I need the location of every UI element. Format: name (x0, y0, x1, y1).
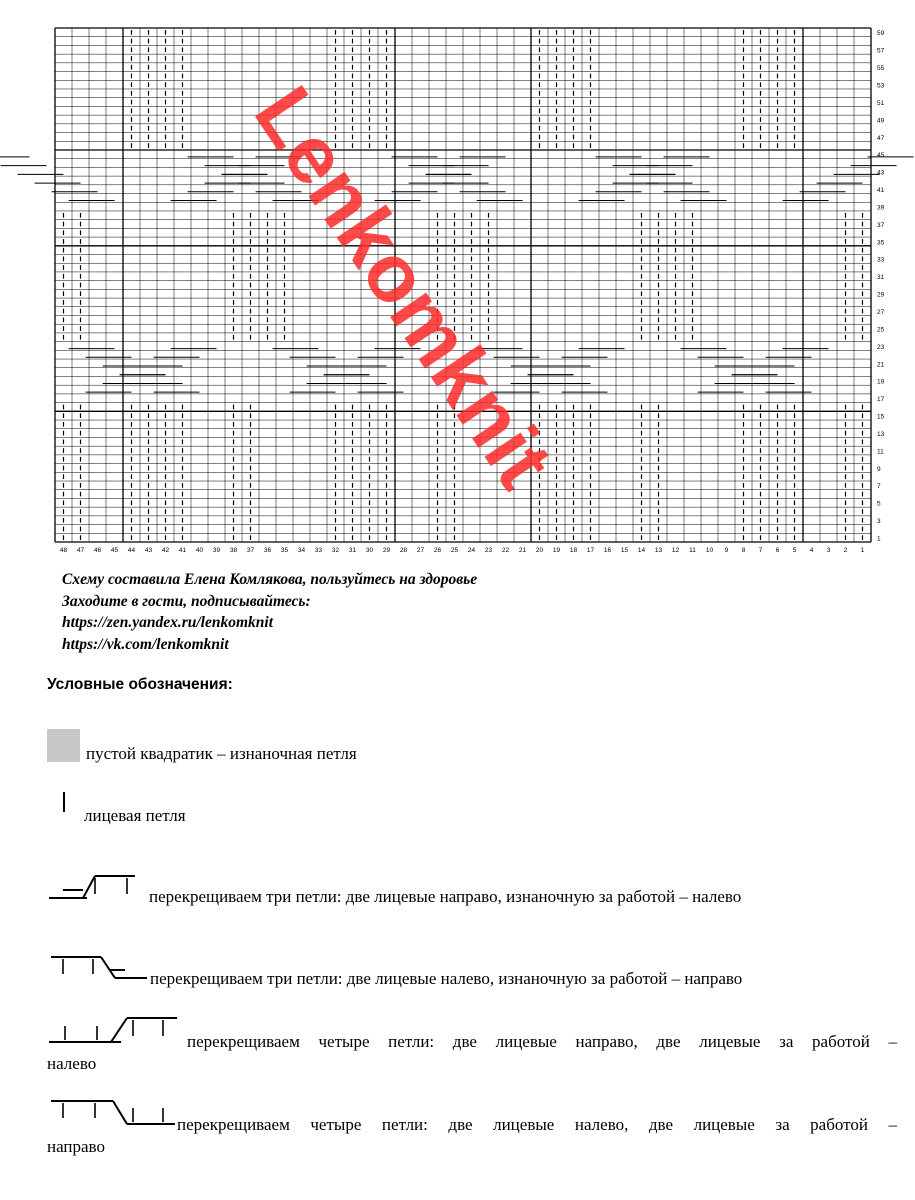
row-number: 59 (877, 30, 885, 38)
row-number: 17 (877, 396, 885, 404)
column-number: 22 (501, 547, 510, 554)
cross4-right-text-a: перекрещиваем четыре петли: две лицевые направо, две лицевые за работой – (187, 1032, 897, 1051)
cross3-left-description: перекрещиваем три петли: две лицевые налево, изнаночную за работой – направо (150, 969, 743, 988)
row-number: 57 (877, 47, 885, 55)
column-number: 34 (297, 547, 306, 554)
column-number: 41 (178, 547, 187, 554)
row-number: 45 (877, 152, 885, 160)
column-number: 17 (586, 547, 595, 554)
column-number: 1 (860, 547, 865, 554)
column-number: 43 (144, 547, 153, 554)
column-number: 35 (280, 547, 289, 554)
cross4-left-text-a: перекрещиваем четыре петли: две лицевые налево, две лицевые за работой – (177, 1115, 897, 1134)
column-number: 42 (161, 547, 170, 554)
column-number: 19 (552, 547, 561, 554)
column-number: 2 (843, 547, 848, 554)
row-number: 53 (877, 82, 885, 90)
column-number: 47 (76, 547, 85, 554)
row-number: 21 (877, 361, 885, 369)
knit-symbol-icon (58, 790, 70, 816)
row-number: 41 (877, 187, 885, 195)
row-number: 23 (877, 343, 885, 351)
column-number: 13 (654, 547, 663, 554)
row-number: 39 (877, 204, 885, 212)
purl-description: пустой квадратик – изнаночная петля (86, 744, 357, 763)
column-number: 18 (569, 547, 578, 554)
column-number: 26 (433, 547, 442, 554)
column-number: 30 (365, 547, 374, 554)
cross3-right-symbol-icon (45, 870, 145, 906)
chart-grid (55, 28, 871, 542)
cross4-right-description (47, 1030, 897, 1054)
row-number: 11 (877, 448, 884, 456)
column-number: 23 (484, 547, 493, 554)
column-number: 44 (127, 547, 136, 554)
column-number: 45 (110, 547, 119, 554)
column-number: 10 (705, 547, 714, 554)
column-numbers (60, 547, 865, 554)
column-number: 8 (741, 547, 746, 554)
cross3-left-symbol-icon (45, 950, 150, 986)
zen-link[interactable]: https://zen.yandex.ru/lenkomknit (62, 614, 274, 631)
row-number: 5 (877, 500, 881, 508)
row-number: 13 (877, 430, 885, 438)
column-number: 15 (620, 547, 629, 554)
column-number: 5 (792, 547, 797, 554)
knit-description: лицевая петля (84, 806, 186, 825)
column-number: 4 (809, 547, 814, 554)
column-number: 36 (263, 547, 272, 554)
credits-line: Заходите в гости, подписывайтесь: (62, 592, 311, 610)
column-number: 46 (93, 547, 102, 554)
column-number: 31 (348, 547, 357, 554)
row-number: 27 (877, 308, 885, 316)
legend-title: Условные обозначения: (47, 676, 233, 693)
column-number: 28 (399, 547, 408, 554)
row-number: 35 (877, 239, 885, 247)
row-numbers (877, 30, 885, 542)
cross3-right-description: перекрещиваем три петли: две лицевые направо, изнаночную за работой – налево (149, 887, 742, 906)
row-number: 49 (877, 117, 885, 125)
column-number: 37 (246, 547, 255, 554)
row-number: 31 (877, 274, 885, 282)
column-number: 39 (212, 547, 221, 554)
row-number: 47 (877, 134, 885, 142)
row-number: 1 (877, 535, 881, 543)
credits-line: Схему составила Елена Комлякова, пользуйтесь на здоровье (62, 571, 478, 588)
column-number: 38 (229, 547, 238, 554)
column-number: 33 (314, 547, 323, 554)
column-number: 25 (450, 547, 459, 554)
row-number: 29 (877, 291, 885, 299)
row-number: 15 (877, 413, 885, 421)
column-number: 48 (59, 547, 68, 554)
purl-symbol (47, 729, 80, 762)
column-number: 6 (775, 547, 780, 554)
row-number: 19 (877, 378, 885, 386)
column-number: 20 (535, 547, 544, 554)
column-number: 16 (603, 547, 612, 554)
row-number: 51 (877, 99, 885, 107)
column-number: 40 (195, 547, 204, 554)
cross4-left-text-b: направо (47, 1137, 105, 1156)
author-credits (62, 569, 477, 655)
row-number: 55 (877, 65, 885, 73)
row-number: 7 (877, 483, 881, 491)
column-number: 14 (637, 547, 646, 554)
knitting-chart (0, 0, 915, 560)
column-number: 21 (518, 547, 527, 554)
row-number: 33 (877, 256, 885, 264)
vk-link[interactable]: https://vk.com/lenkomknit (62, 635, 229, 653)
column-number: 3 (826, 547, 831, 554)
column-number: 29 (382, 547, 391, 554)
column-number: 11 (689, 547, 696, 554)
row-number: 3 (877, 518, 881, 526)
column-number: 9 (724, 547, 729, 554)
row-number: 43 (877, 169, 885, 177)
column-number: 24 (467, 547, 476, 554)
column-number: 7 (758, 547, 763, 554)
row-number: 9 (877, 465, 881, 473)
column-number: 27 (416, 547, 425, 554)
cross4-right-text-b: налево (47, 1054, 97, 1073)
column-number: 32 (331, 547, 340, 554)
watermark: Lenkomknit (237, 71, 570, 504)
row-number: 37 (877, 221, 885, 229)
cross4-left-description (47, 1113, 897, 1137)
column-number: 12 (671, 547, 680, 554)
row-number: 25 (877, 326, 885, 334)
